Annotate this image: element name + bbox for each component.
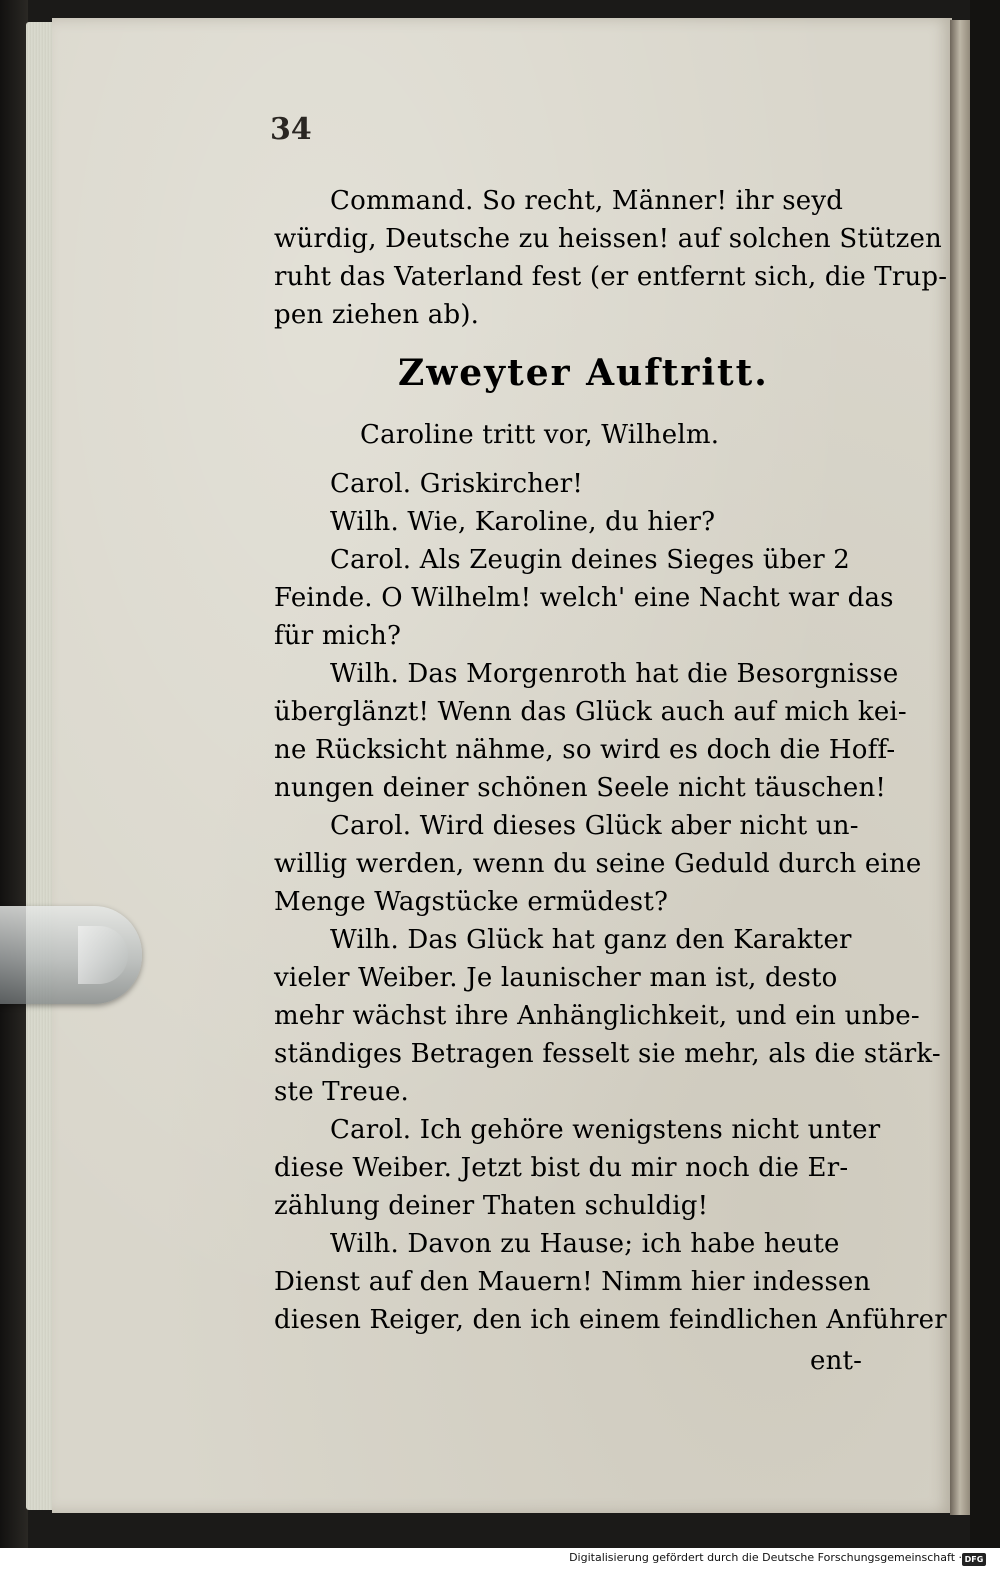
text-line: ne Rücksicht nähme, so wird es doch die Hoff- — [274, 735, 896, 765]
text-line: überglänzt! Wenn das Glück auch auf mich kei- — [274, 697, 907, 727]
page-clip — [0, 906, 142, 1004]
text-line: zählung deiner Thaten schuldig! — [274, 1191, 709, 1221]
text-line: diesen Reiger, den ich einem feindlichen Anführer — [274, 1305, 947, 1335]
scene-heading: Zweyter Auftritt. — [398, 352, 769, 394]
text-line: Carol. Griskircher! — [330, 469, 584, 499]
text-line: Wilh. Wie, Karoline, du hier? — [330, 507, 716, 537]
text-line: vieler Weiber. Je launischer man ist, desto — [274, 963, 838, 993]
text-line: ständiges Betragen fesselt sie mehr, als die stärk- — [274, 1039, 941, 1069]
book-spine — [950, 20, 972, 1515]
text-line: Wilh. Das Morgenroth hat die Besorgnisse — [330, 659, 899, 689]
page-number: 34 — [270, 112, 312, 147]
digitization-credit: Digitalisierung gefördert durch die Deutsche Forschungsgemeinschaft · — [569, 1551, 962, 1564]
text-line: Wilh. Das Glück hat ganz den Karakter — [330, 925, 852, 955]
scanner-background-right — [970, 0, 1000, 1581]
text-line: willig werden, wenn du seine Geduld durch eine — [274, 849, 922, 879]
scanner-background-left — [0, 0, 28, 1581]
text-line: Dienst auf den Mauern! Nimm hier indessen — [274, 1267, 871, 1297]
text-line: Wilh. Davon zu Hause; ich habe heute — [330, 1229, 840, 1259]
catchword: ent- — [810, 1346, 863, 1376]
text-line: Command. So recht, Männer! ihr seyd — [330, 186, 844, 216]
text-line: mehr wächst ihre Anhänglichkeit, und ein unbe- — [274, 1001, 920, 1031]
text-line: Carol. Als Zeugin deines Sieges über 2 — [330, 545, 851, 575]
text-line: diese Weiber. Jetzt bist du mir noch die Er- — [274, 1153, 849, 1183]
dfg-logo-icon: DFG — [962, 1553, 986, 1566]
text-line: würdig, Deutsche zu heissen! auf solchen Stützen — [274, 224, 943, 254]
stage-direction: Caroline tritt vor, Wilhelm. — [360, 420, 720, 450]
text-line: Carol. Wird dieses Glück aber nicht un- — [330, 811, 859, 841]
text-line: nungen deiner schönen Seele nicht täuschen! — [274, 773, 887, 803]
text-line: Carol. Ich gehöre wenigstens nicht unter — [330, 1115, 881, 1145]
text-line: für mich? — [274, 621, 402, 651]
text-line: Menge Wagstücke ermüdest? — [274, 887, 669, 917]
text-line: Feinde. O Wilhelm! welch' eine Nacht war das — [274, 583, 894, 613]
text-line: ruht das Vaterland fest (er entfernt sich, die Trup- — [274, 262, 948, 292]
text-line: ste Treue. — [274, 1077, 409, 1107]
text-line: pen ziehen ab). — [274, 300, 480, 330]
page-clip-highlight — [78, 926, 128, 984]
